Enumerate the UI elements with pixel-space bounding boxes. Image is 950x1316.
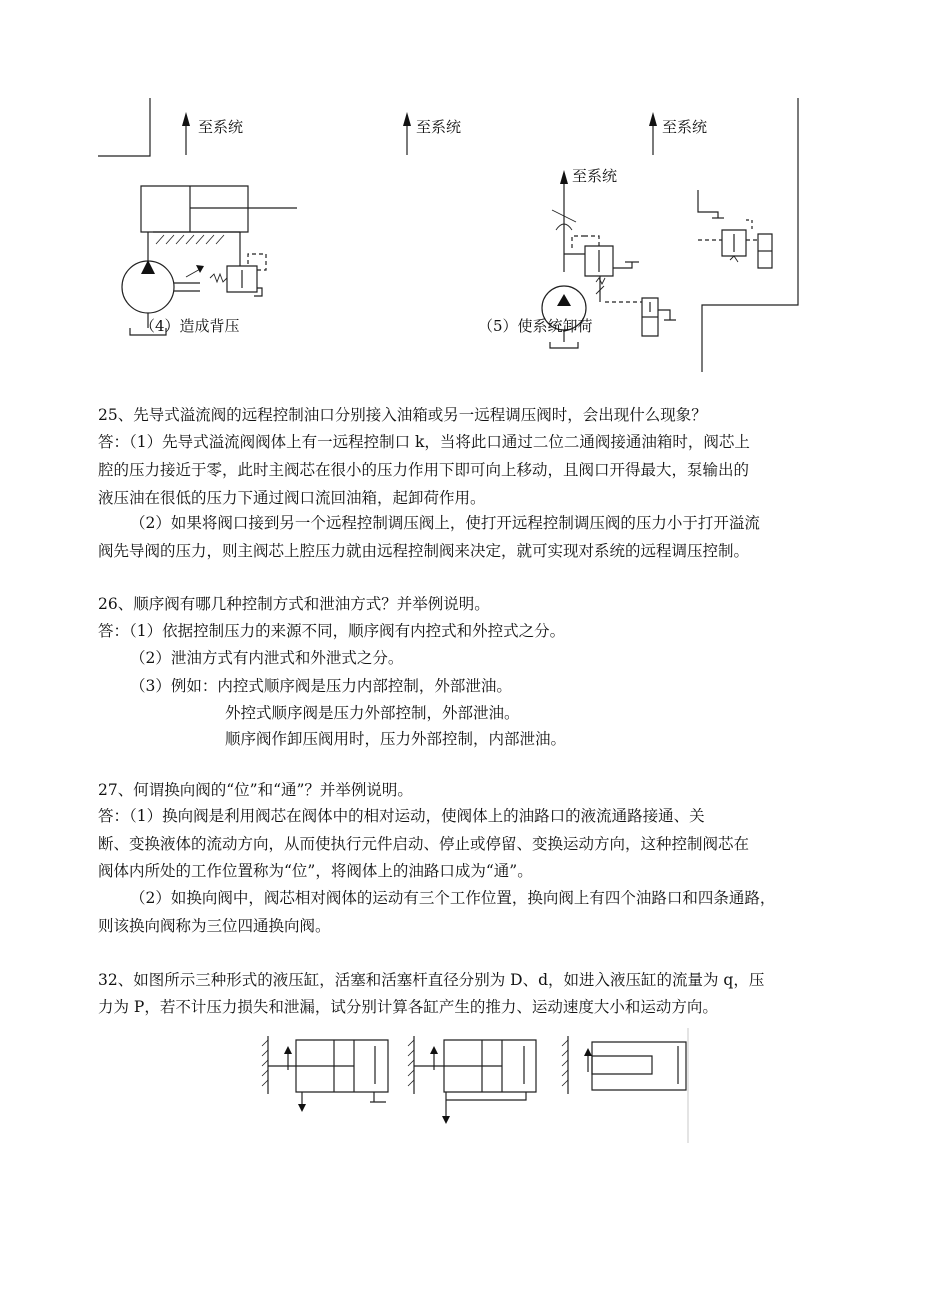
to-system-label-1: 至系统 — [198, 118, 244, 136]
q25-question: 25、先导式溢流阀的远程控制油口分别接入油箱或另一远程调压阀时，会出现什么现象？ — [98, 406, 707, 424]
q26-answer-line-4: 外控式顺序阀是压力外部控制，外部泄油。 — [225, 704, 520, 722]
q25-answer-line-4: （2）如果将阀口接到另一个远程控制调压阀上，使打开远程控制调压阀的压力小于打开溢流 — [130, 514, 760, 532]
q25-answer-line-2: 腔的压力接近于零，此时主阀芯在很小的压力作用下即可向上移动，且阀口开得最大，泵输出的 — [98, 461, 750, 479]
q27-answer-line-3: 阀体内所处的工作位置称为“位”，将阀体上的油路口成为“通”。 — [98, 862, 533, 880]
to-system-label-4: 至系统 — [572, 167, 618, 185]
hydraulic-cylinders-figure — [258, 1028, 694, 1143]
q26-question: 26、顺序阀有哪几种控制方式和泄油方式？并举例说明。 — [98, 595, 490, 613]
q27-question: 27、何谓换向阀的“位”和“通”？并举例说明。 — [98, 781, 413, 799]
q26-answer-line-3: （3）例如：内控式顺序阀是压力内部控制，外部泄油。 — [130, 677, 512, 695]
q27-answer-line-1: 答：（1）换向阀是利用阀芯在阀体中的相对运动，使阀体上的油路口的液流通路接通、关 — [98, 807, 705, 825]
q25-answer-line-1: 答：（1）先导式溢流阀阀体上有一远程控制口 k，当将此口通过二位二通阀接通油箱时，阀芯上 — [98, 433, 750, 451]
q26-answer-line-2: （2）泄油方式有内泄式和外泄式之分。 — [130, 649, 404, 667]
q32-question-line-1: 32、如图所示三种形式的液压缸，活塞和活塞杆直径分别为 D、d，如进入液压缸的流量为 q，压 — [98, 971, 765, 989]
q27-answer-line-2: 断、变换液体的流动方向，从而使执行元件启动、停止或停留、变换运动方向，这种控制阀芯在 — [98, 835, 750, 853]
q25-answer-line-3: 液压油在很低的压力下通过阀口流回油箱，起卸荷作用。 — [98, 489, 486, 507]
q27-answer-line-4: （2）如换向阀中，阀芯相对阀体的运动有三个工作位置，换向阀上有四个油路口和四条通路， — [130, 889, 776, 907]
q32-question-line-2: 力为 P，若不计压力损失和泄漏，试分别计算各缸产生的推力、运动速度大小和运动方向。 — [98, 998, 718, 1016]
figure-caption-4: （4）造成背压 — [140, 317, 240, 335]
to-system-label-2: 至系统 — [416, 118, 462, 136]
q26-answer-line-5: 顺序阀作卸压阀用时，压力外部控制，内部泄油。 — [225, 730, 567, 748]
to-system-label-3: 至系统 — [662, 118, 708, 136]
q27-answer-line-5: 则该换向阀称为三位四通换向阀。 — [98, 917, 331, 935]
q26-answer-line-1: 答：（1）依据控制压力的来源不同，顺序阀有内控式和外控式之分。 — [98, 622, 566, 640]
q25-answer-line-5: 阀先导阀的压力，则主阀芯上腔压力就由远程控制阀来决定，就可实现对系统的远程调压控制。 — [98, 542, 750, 560]
figure-caption-5: （5）使系统卸荷 — [478, 317, 593, 335]
